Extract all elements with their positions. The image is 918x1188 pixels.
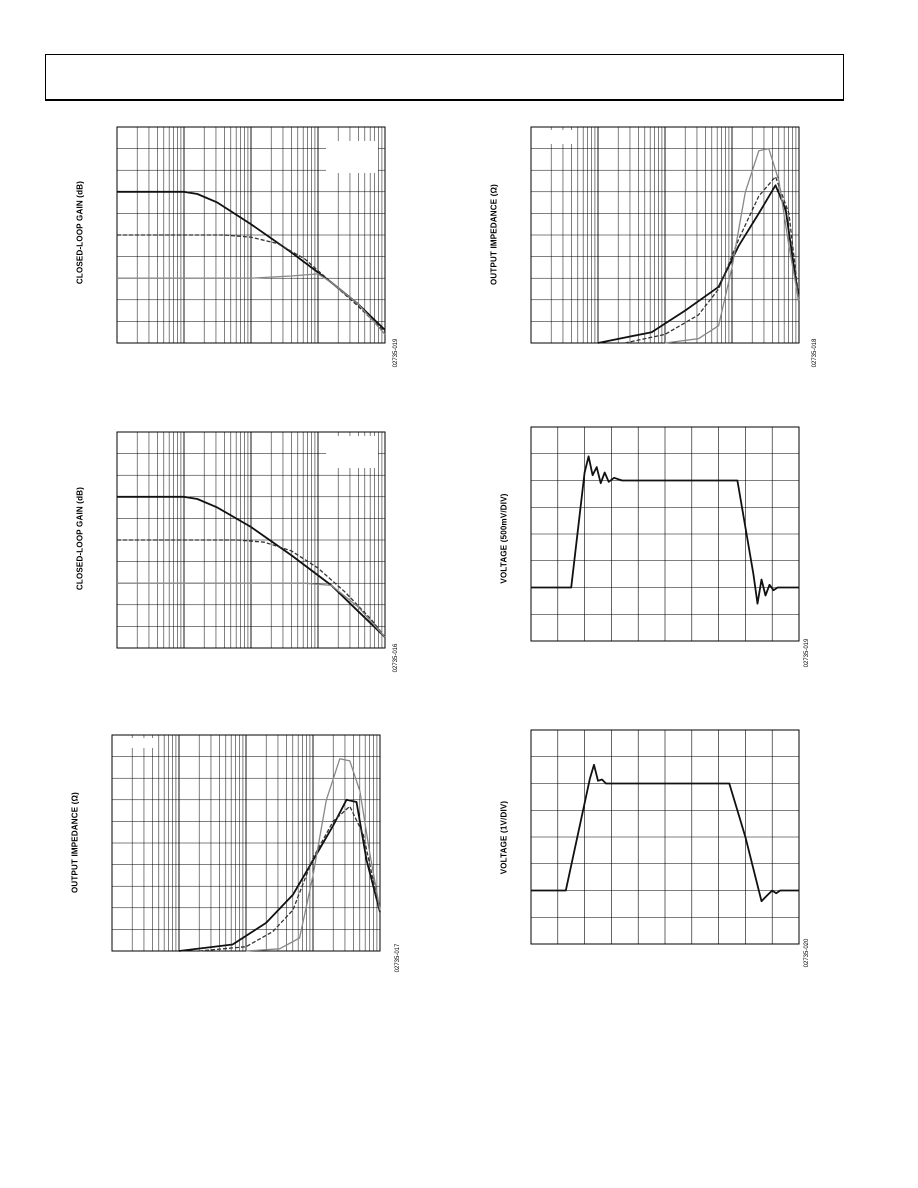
page-header-box xyxy=(45,54,844,101)
plot-area xyxy=(531,730,799,944)
y-axis-label: CLOSED-LOOP GAIN (dB) xyxy=(75,486,85,591)
figure-id: 02735-020 xyxy=(804,938,810,968)
y-axis-label: OUTPUT IMPEDANCE (Ω) xyxy=(70,791,80,894)
y-axis-label: CLOSED-LOOP GAIN (dB) xyxy=(75,180,85,285)
plot-area xyxy=(112,735,380,951)
plot-area xyxy=(117,127,385,343)
chart-voltage-1v xyxy=(530,729,800,945)
chart-voltage-500mv xyxy=(530,426,800,642)
legend-box xyxy=(326,436,378,468)
plot-area xyxy=(531,427,799,641)
legend-box xyxy=(326,141,378,173)
figure-id: 02735-017 xyxy=(395,943,401,973)
chart-closed-loop-gain-2 xyxy=(116,431,386,649)
y-axis-label: OUTPUT IMPEDANCE (Ω) xyxy=(489,183,499,286)
figure-id: 02735-019 xyxy=(804,638,810,668)
legend-box xyxy=(115,738,155,748)
y-axis-label: VOLTAGE (1V/DIV) xyxy=(499,800,509,875)
figure-id: 02735-019 xyxy=(393,338,399,368)
plot-area xyxy=(531,127,799,343)
chart-output-impedance-1 xyxy=(111,734,381,952)
legend-box xyxy=(542,130,572,144)
chart-closed-loop-gain-1 xyxy=(116,126,386,344)
figure-id: 02735-018 xyxy=(812,338,818,368)
y-axis-label: VOLTAGE (500mV/DIV) xyxy=(499,493,509,584)
chart-output-impedance-2 xyxy=(530,126,800,344)
figure-id: 02735-016 xyxy=(393,643,399,673)
plot-area xyxy=(117,432,385,648)
